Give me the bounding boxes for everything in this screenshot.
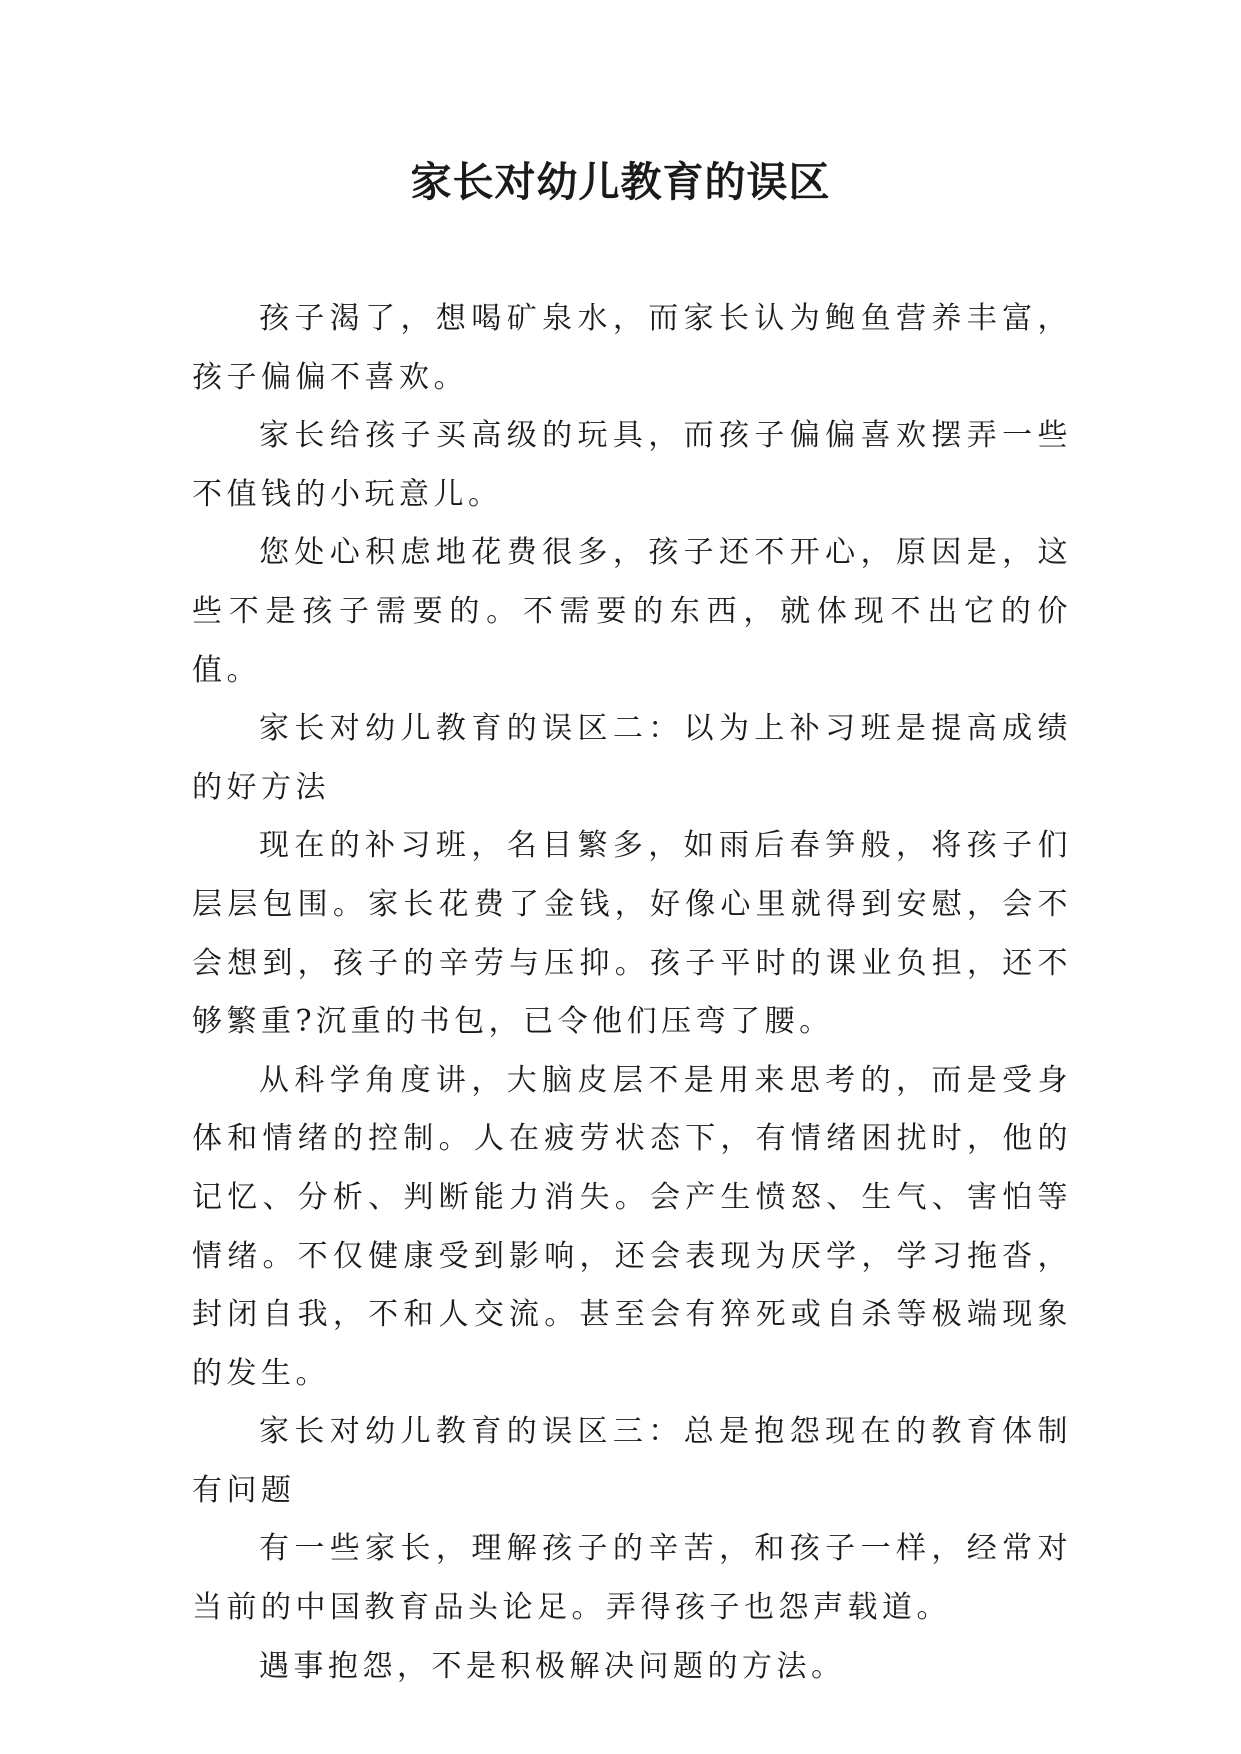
paragraph: 您处心积虑地花费很多，孩子还不开心，原因是，这些不是孩子需要的。不需要的东西，就体现不出它的价值。 [192,535,1072,688]
section-heading-paragraph: 家长对幼儿教育的误区二：以为上补习班是提高成绩的好方法 [192,711,1072,805]
paragraph: 有一些家长，理解孩子的辛苦，和孩子一样，经常对当前的中国教育品头论足。弄得孩子也怨声载道。 [192,1531,1072,1626]
section-heading-paragraph: 家长对幼儿教育的误区三：总是抱怨现在的教育体制有问题 [192,1414,1072,1508]
document-title: 家长对幼儿教育的误区 [410,158,831,206]
paragraph: 孩子渴了，想喝矿泉水，而家长认为鲍鱼营养丰富，孩子偏偏不喜欢。 [192,301,1072,395]
paragraph: 遇事抱怨，不是积极解决问题的方法。 [259,1648,846,1684]
paragraph: 家长给孩子买高级的玩具，而孩子偏偏喜欢摆弄一些不值钱的小玩意儿。 [192,418,1072,512]
paragraph: 从科学角度讲，大脑皮层不是用来思考的，而是受身体和情绪的控制。人在疲劳状态下，有情绪困扰时，他的记忆、分析、判断能力消失。会产生愤怒、生气、害怕等情绪。不仅健康受到影响，还会表现为厌学，学习拖沓，封闭自我，不和人交流。甚至会有猝死或自杀等极端现象的发生。 [192,1062,1072,1391]
paragraph: 现在的补习班，名目繁多，如雨后春笋般，将孩子们层层包围。家长花费了金钱，好像心里就得到安慰，会不会想到，孩子的辛劳与压抑。孩子平时的课业负担，还不够繁重?沉重的书包，已令他们压弯了腰。 [192,828,1072,1040]
document-body [192,290,1072,1696]
